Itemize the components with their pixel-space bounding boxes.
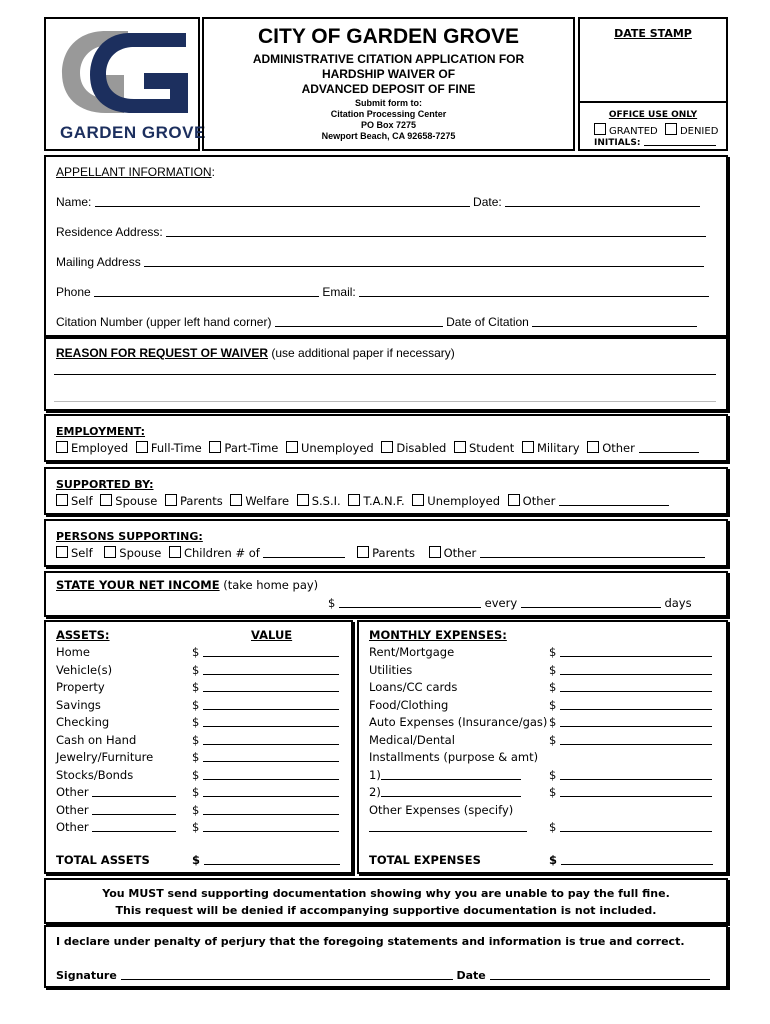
asset-value <box>192 645 339 659</box>
asset-value <box>192 715 339 729</box>
granted-checkbox[interactable] <box>594 123 606 135</box>
children-checkbox[interactable] <box>169 546 181 558</box>
citation-date-field[interactable] <box>532 315 697 327</box>
other-expense-field[interactable] <box>369 820 527 832</box>
expense-label: Loans/CC cards <box>369 680 458 694</box>
asset-value-field[interactable] <box>203 680 339 692</box>
supported-other-field[interactable] <box>559 494 669 506</box>
dollar-sign: $ <box>192 768 200 782</box>
residence-label: Residence Address: <box>56 225 163 239</box>
submit-address-2: PO Box 7275 <box>360 120 417 130</box>
employed-checkbox[interactable] <box>56 441 68 453</box>
installment-row <box>369 768 521 782</box>
reason-heading: REASON FOR REQUEST OF WAIVER <box>56 346 269 360</box>
income-amount-field[interactable] <box>339 596 481 608</box>
form-title-line-3: ADVANCED DEPOSIT OF FINE <box>301 82 476 96</box>
name-row <box>56 195 700 209</box>
asset-value <box>192 803 339 817</box>
expense-value-field[interactable] <box>560 820 712 832</box>
dollar-sign: $ <box>192 733 200 747</box>
supported-self-checkbox[interactable] <box>56 494 68 506</box>
email-label: Email: <box>322 285 356 299</box>
supported-other-checkbox[interactable] <box>508 494 520 506</box>
tanf-checkbox[interactable] <box>348 494 360 506</box>
asset-label: Other <box>56 820 89 834</box>
signature-row <box>56 968 710 982</box>
asset-label: Checking <box>56 715 110 729</box>
expense-value <box>549 680 712 694</box>
military-label: Military <box>536 441 580 455</box>
reason-line-1[interactable] <box>54 374 716 375</box>
total-expenses-field[interactable] <box>561 853 713 865</box>
date-stamp-box <box>578 17 728 151</box>
phone-label: Phone <box>56 285 91 299</box>
dollar-sign: $ <box>192 820 200 834</box>
asset-label: Savings <box>56 698 101 712</box>
denied-checkbox[interactable] <box>665 123 677 135</box>
asset-value-field[interactable] <box>203 663 339 675</box>
reason-section <box>44 337 728 411</box>
supported-parents-checkbox[interactable] <box>165 494 177 506</box>
appellant-heading-text: APPELLANT INFORMATION <box>56 165 212 179</box>
children-count-field[interactable] <box>263 546 345 558</box>
asset-value-field[interactable] <box>203 733 339 745</box>
part-time-label: Part-Time <box>224 441 279 455</box>
asset-value <box>192 733 339 747</box>
expense-label: 2) <box>369 785 381 799</box>
date-label: Date: <box>473 195 502 209</box>
expenses-heading: MONTHLY EXPENSES: <box>369 628 507 642</box>
dollar-sign: $ <box>549 645 557 659</box>
approval-options <box>594 123 718 137</box>
logo-text: GARDEN GROVE <box>60 123 206 142</box>
declaration-section <box>44 925 728 988</box>
mailing-row <box>56 255 704 269</box>
asset-value-field[interactable] <box>203 715 339 727</box>
dollar-sign: $ <box>549 853 558 867</box>
dollar-sign: $ <box>549 733 557 747</box>
dollar-sign: $ <box>192 853 201 867</box>
submit-address-1: Citation Processing Center <box>330 109 447 119</box>
persons-other-field[interactable] <box>480 546 705 558</box>
expense-value-field[interactable] <box>560 785 712 797</box>
asset-value-field[interactable] <box>203 645 339 657</box>
city-title: CITY OF GARDEN GROVE <box>258 25 519 48</box>
initials-row <box>594 137 716 148</box>
supported-spouse-checkbox[interactable] <box>100 494 112 506</box>
total-assets-value <box>192 853 340 867</box>
declaration-date-label: Date <box>456 969 486 982</box>
employment-other-field[interactable] <box>639 441 699 453</box>
expense-label: 1) <box>369 768 381 782</box>
income-period-field[interactable] <box>521 596 661 608</box>
granted-label: GRANTED <box>609 126 658 137</box>
signature-field[interactable] <box>121 968 453 980</box>
other-expense-row <box>369 820 527 834</box>
total-assets-label: TOTAL ASSETS <box>56 853 150 867</box>
unemployed-checkbox[interactable] <box>286 441 298 453</box>
dollar-sign: $ <box>192 698 200 712</box>
asset-label: Stocks/Bonds <box>56 768 134 782</box>
installment-1-field[interactable] <box>381 768 521 780</box>
expense-value <box>549 663 712 677</box>
dollar-sign: $ <box>192 715 200 729</box>
garden-grove-logo-icon <box>48 25 198 120</box>
persons-self-label: Self <box>71 546 93 560</box>
asset-row <box>56 785 176 799</box>
dollar-sign: $ <box>192 680 200 694</box>
initials-label: INITIALS: <box>594 138 641 148</box>
expense-label: Other Expenses (specify) <box>369 803 514 817</box>
income-heading-row <box>56 578 318 592</box>
asset-row <box>56 768 133 782</box>
supported-options <box>56 494 669 508</box>
submit-label: Submit form to: <box>355 98 422 108</box>
student-label: Student <box>469 441 515 455</box>
form-title-line-1: ADMINISTRATIVE CITATION APPLICATION FOR <box>252 52 525 66</box>
phone-row <box>56 285 709 299</box>
expense-label: Auto Expenses (Insurance/gas) <box>369 715 548 729</box>
expenses-section <box>357 620 728 874</box>
reason-line-2[interactable] <box>54 401 716 402</box>
denied-label: DENIED <box>679 126 719 137</box>
asset-value <box>192 768 339 782</box>
dollar-sign: $ <box>192 750 200 764</box>
dollar-sign: $ <box>549 785 557 799</box>
ssi-checkbox[interactable] <box>297 494 309 506</box>
assets-section <box>44 620 353 874</box>
asset-label: Other <box>56 803 89 817</box>
expense-label: Installments (purpose & amt) <box>369 750 539 764</box>
citation-field[interactable] <box>275 315 443 327</box>
mailing-label: Mailing Address <box>56 255 141 269</box>
persons-spouse-label: Spouse <box>119 546 162 560</box>
persons-self-checkbox[interactable] <box>56 546 68 558</box>
asset-row <box>56 820 176 834</box>
income-note: (take home pay) <box>223 578 319 592</box>
citation-row <box>56 315 697 329</box>
persons-heading: PERSONS SUPPORTING: <box>56 530 203 543</box>
expense-value <box>549 715 712 729</box>
documentation-notice <box>44 878 728 924</box>
citation-date-label: Date of Citation <box>446 315 529 329</box>
asset-value-field[interactable] <box>203 785 339 797</box>
employment-other-checkbox[interactable] <box>587 441 599 453</box>
submit-address-3: Newport Beach, CA 92658-7275 <box>321 131 456 141</box>
asset-value <box>192 750 339 764</box>
expense-value-field[interactable] <box>560 733 712 745</box>
dollar-sign: $ <box>192 785 200 799</box>
installment-2-field[interactable] <box>381 785 521 797</box>
reason-note: (use additional paper if necessary) <box>271 346 455 360</box>
residence-field[interactable] <box>166 225 706 237</box>
persons-options <box>56 546 705 560</box>
employed-label: Employed <box>71 441 129 455</box>
supported-parents-label: Parents <box>179 494 223 508</box>
disabled-checkbox[interactable] <box>381 441 393 453</box>
asset-value-field[interactable] <box>203 750 339 762</box>
asset-other-field[interactable] <box>92 803 176 815</box>
income-every-label: every <box>484 596 518 610</box>
assets-heading: ASSETS: <box>56 628 110 642</box>
supported-self-label: Self <box>71 494 93 508</box>
expense-value <box>549 820 712 834</box>
welfare-checkbox[interactable] <box>230 494 242 506</box>
asset-label: Jewelry/Furniture <box>56 750 154 764</box>
asset-label: Other <box>56 785 89 799</box>
initials-field[interactable] <box>644 137 716 146</box>
mailing-field[interactable] <box>144 255 704 267</box>
logo-box <box>44 17 206 151</box>
employment-section <box>44 414 728 462</box>
declaration-date-field[interactable] <box>490 968 710 980</box>
disabled-label: Disabled <box>396 441 447 455</box>
expense-value <box>549 785 712 799</box>
asset-label: Vehicle(s) <box>56 663 113 677</box>
asset-value-field[interactable] <box>203 698 339 710</box>
form-title-line-2: HARDSHIP WAIVER OF <box>321 67 456 81</box>
phone-field[interactable] <box>94 285 319 297</box>
expense-value <box>549 733 712 747</box>
supported-unemployed-label: Unemployed <box>427 494 500 508</box>
asset-row <box>56 645 90 659</box>
asset-value <box>192 663 339 677</box>
installment-row <box>369 785 521 799</box>
asset-row <box>56 733 136 747</box>
dollar-sign: $ <box>549 698 557 712</box>
income-dollar-sign: $ <box>328 596 336 610</box>
dollar-sign: $ <box>549 715 557 729</box>
asset-row <box>56 750 153 764</box>
supported-spouse-label: Spouse <box>115 494 158 508</box>
office-use-label: OFFICE USE ONLY <box>608 110 698 120</box>
appellant-heading <box>56 165 215 179</box>
name-label: Name: <box>56 195 92 209</box>
asset-value <box>192 698 339 712</box>
dollar-sign: $ <box>192 645 200 659</box>
ssi-label: S.S.I. <box>311 494 341 508</box>
supported-other-label: Other <box>522 494 556 508</box>
persons-parents-label: Parents <box>372 546 415 560</box>
date-stamp-label: DATE STAMP <box>614 27 692 40</box>
appellant-heading-colon: : <box>211 165 215 179</box>
dollar-sign: $ <box>549 820 557 834</box>
office-use-box <box>580 101 726 149</box>
employment-heading: EMPLOYMENT: <box>56 425 146 438</box>
total-expenses-value <box>549 853 713 867</box>
total-expenses-label: TOTAL EXPENSES <box>369 853 481 867</box>
email-field[interactable] <box>359 285 709 297</box>
expense-value-field[interactable] <box>560 645 712 657</box>
asset-row <box>56 803 176 817</box>
welfare-label: Welfare <box>245 494 290 508</box>
part-time-checkbox[interactable] <box>209 441 221 453</box>
supported-heading: SUPPORTED BY: <box>56 478 154 491</box>
income-amount-row <box>328 596 692 610</box>
asset-value-field[interactable] <box>203 803 339 815</box>
asset-other-field[interactable] <box>92 785 176 797</box>
expense-value-field[interactable] <box>560 663 712 675</box>
title-box <box>202 17 575 151</box>
asset-row <box>56 698 101 712</box>
asset-value <box>192 785 339 799</box>
expense-label: Rent/Mortgage <box>369 645 455 659</box>
dollar-sign: $ <box>549 663 557 677</box>
children-label: Children # of <box>183 546 260 560</box>
asset-label: Property <box>56 680 105 694</box>
supported-section <box>44 467 728 515</box>
asset-row <box>56 680 105 694</box>
residence-row <box>56 225 706 239</box>
expense-value-field[interactable] <box>560 768 712 780</box>
dollar-sign: $ <box>549 768 557 782</box>
expense-value <box>549 768 712 782</box>
expense-label: Food/Clothing <box>369 698 449 712</box>
dollar-sign: $ <box>192 663 200 677</box>
expense-value-field[interactable] <box>560 680 712 692</box>
total-assets-field[interactable] <box>204 853 340 865</box>
persons-other-checkbox[interactable] <box>429 546 441 558</box>
notice-line-1: You MUST send supporting documentation showing why you are unable to pay the full fine. <box>102 887 670 900</box>
asset-value-field[interactable] <box>203 820 339 832</box>
student-checkbox[interactable] <box>454 441 466 453</box>
dollar-sign: $ <box>549 680 557 694</box>
asset-row <box>56 715 109 729</box>
employment-options <box>56 441 699 455</box>
declaration-text: I declare under penalty of perjury that the foregoing statements and information is true and correct. <box>56 935 685 948</box>
persons-spouse-checkbox[interactable] <box>104 546 116 558</box>
expense-value-field[interactable] <box>560 715 712 727</box>
asset-other-field[interactable] <box>92 820 176 832</box>
tanf-label: T.A.N.F. <box>363 494 405 508</box>
income-days-label: days <box>664 596 692 610</box>
income-section <box>44 571 728 617</box>
expense-value <box>549 645 712 659</box>
asset-value <box>192 820 339 834</box>
expense-label: Medical/Dental <box>369 733 455 747</box>
asset-value-field[interactable] <box>203 768 339 780</box>
appellant-section <box>44 155 728 337</box>
signature-label: Signature <box>56 969 117 982</box>
reason-heading-row <box>56 346 455 360</box>
date-field[interactable] <box>505 195 700 207</box>
expense-value <box>549 698 712 712</box>
persons-other-label: Other <box>443 546 477 560</box>
asset-value <box>192 680 339 694</box>
expense-label: Utilities <box>369 663 413 677</box>
persons-parents-checkbox[interactable] <box>357 546 369 558</box>
value-heading: VALUE <box>251 628 293 642</box>
persons-section <box>44 519 728 567</box>
employment-other-label: Other <box>602 441 635 455</box>
income-heading: STATE YOUR NET INCOME <box>56 578 220 592</box>
supported-unemployed-checkbox[interactable] <box>412 494 424 506</box>
unemployed-label: Unemployed <box>301 441 374 455</box>
notice-line-2: This request will be denied if accompanying supportive documentation is not included. <box>115 904 657 917</box>
name-field[interactable] <box>95 195 470 207</box>
military-checkbox[interactable] <box>522 441 534 453</box>
expense-value-field[interactable] <box>560 698 712 710</box>
full-time-checkbox[interactable] <box>136 441 148 453</box>
dollar-sign: $ <box>192 803 200 817</box>
asset-row <box>56 663 112 677</box>
citation-label: Citation Number (upper left hand corner) <box>56 315 272 329</box>
full-time-label: Full-Time <box>150 441 202 455</box>
asset-label: Cash on Hand <box>56 733 137 747</box>
asset-label: Home <box>56 645 90 659</box>
